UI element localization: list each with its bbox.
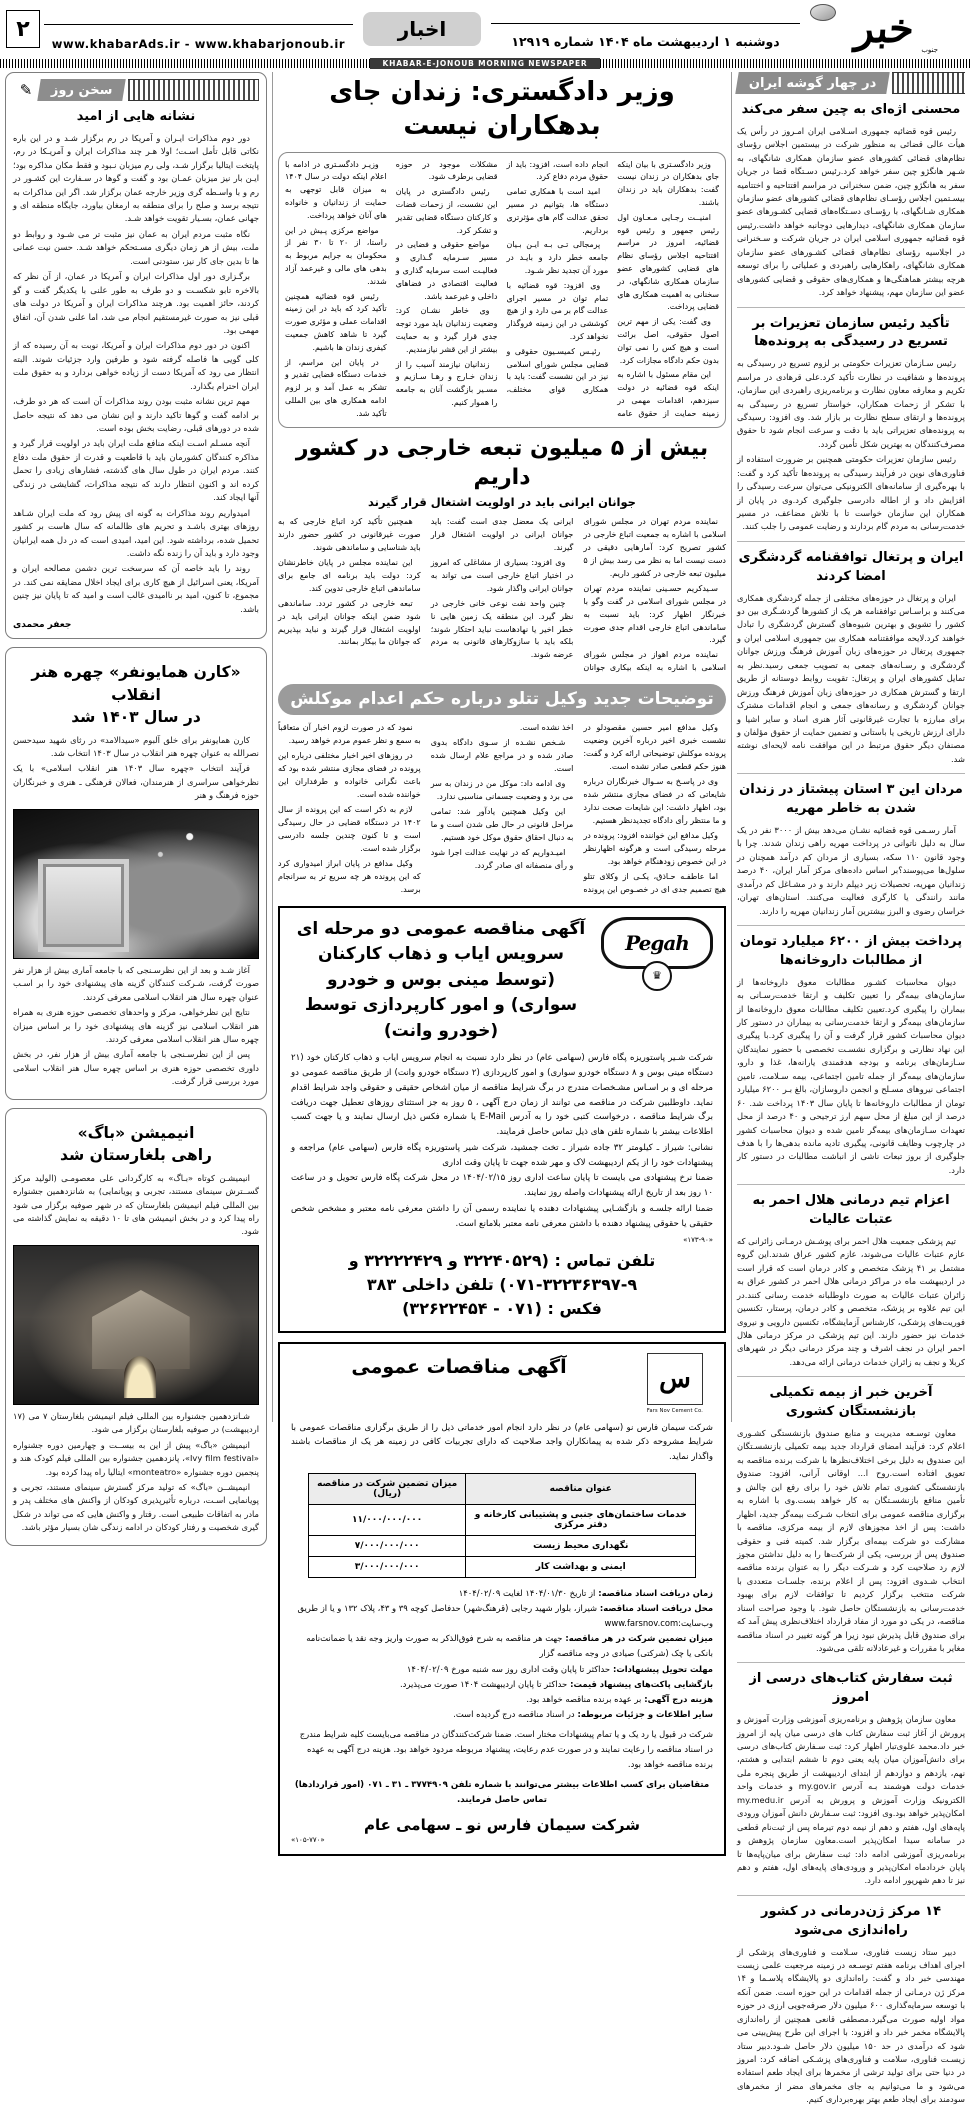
lead1-paragraph: در پایان این مراسم، از خدمات دستگاه قضایی تقدیر و تشکر به عمل آمد و بر لزوم ادامه همکاری های بین المللی تأکید شد. <box>285 357 387 418</box>
detail-label: بازگشایی پاکت‌های پیشنهاد قیمت: <box>567 1678 713 1689</box>
lead1-paragraph: وزیر دادگسـتری با بیان اینکه جای بدهکاران در زندان نیست گفت: بدهکاران باید در زندان باشند. <box>617 159 719 207</box>
art-article-photo <box>13 809 259 959</box>
animation-article-box <box>5 1108 267 1546</box>
art-article-body <box>13 734 259 803</box>
left-article-title: پرداخت بیش از ۶۲۰۰ میلیارد تومان از مطالبات داروخانه‌ها <box>739 934 963 968</box>
advert-pegah-paragraph: ضمنا ارائه جلسـه و بازگشـایی پیشنهادات دهنده یا نماینده رسمی آن را داشتن معرفی نامه معتبر و مشخص شخص حقیقی یا حقوقی پیشنهاد دهنده با داشتن معرفی نامه معتبر بلامانع است. <box>291 1204 713 1229</box>
left-article-paragraph: دیوان محاسبات کشـور مطالبات معوق داروخانه‌ها از سازمان‌های بیمه‌گر را تعیین تکلیف و ارتقا خدمت‌رسـانی به بیماران را پیگیری کرد.تعیین تکلیف مطالبات معوق داروخانه‌ها از سازمان‌های بیمه‌گر و ارتقا خدمت‌رسانی به بیماران در دستور کار دیوان محاسبات کشور قرار گرفت و آن را پیگیری کرد.با پیگیری این نهاد نظارتی و برگزاری نشسـت تخصصی با حضور نمایندگان سـازمان‌های برنامه و بودجه هدفمندی یارانه‌ها، غذا و دارو، سازمان‌های بیمه‌گر از جمله تامین اجتماعی، بیمه سـلامت، تامین اجتماعی نیروهای مسـلح و انجمن داروسازان، بالغ بـر ۶۲۰۰ میلیارد تومان از مطالبات داروخانه‌ها تا پایان سال ۱۴۰۳ پرداخت شد. ۶۰ درصد از این مبلغ از محل سهم ارز ترجیحی و ۴۰ درصد از محل تعهدات سـازمان‌های بیمه‌گر تامین شده و دیوان محاسبات کشور در چارچوب وظایف قانونی، پیگیری تادیه مانده بدهی‌ها را با هدف جلوگیری از بروز تبعات ناشی از انباشت مطالبات در دستور کار دارد. <box>737 976 965 1175</box>
issue-date-line: دوشنبه ۱ اردیبهشت ماه ۱۴۰۴ شماره ۱۲۹۱۹ <box>491 23 800 51</box>
opinion-box <box>5 72 267 639</box>
cement-logo-mark: س <box>647 1353 703 1405</box>
advert-cement-details <box>291 1586 713 1722</box>
detail-label: هزینه درج آگهی: <box>641 1693 713 1704</box>
lead2-paragraph: چنین واحد نفت نوعی خانی خارجی در نظر گیرد. این منطقه یک زمین هایی نا خطر اخیر یا نهادهاست نباید احتکار شوند؛ بلکه باید با سازوکارهای قانونی به مردم عرضه شوند. <box>430 598 574 660</box>
left-article-body <box>737 125 965 300</box>
band-paragraph: نمود که در صورت لزوم اخبار آن متعاقباً به سمع و نظر عموم مردم خواهد رسید. <box>278 723 421 746</box>
lead-headline-2: بیش از ۵ میلیون تبعه خارجی در کشور داریم <box>295 435 709 491</box>
detail-value: حداکثر تا پایان اردیبهشت ۱۴۰۴ صورت می‌پذیرد. <box>399 1678 568 1689</box>
left-article-body <box>737 1946 965 2107</box>
advert-pegah-title-line2: (توسط مینی بوس و خودرو سواری) و امور کارپردازی توسط <box>304 969 578 1016</box>
opinion-signature: جعفر محمدی <box>13 620 72 631</box>
advert-pegah-title-line1: آگهی مناقصه عمومی دو مرحله ای سرویس ایاب و ذهاب کارکنان <box>296 918 586 965</box>
lead2-paragraph: وی افزود: بسیاری از مشاغلی که امروز در اختیار اتباع خارجی است می تواند به جوانان ایرانی واگذار شود. <box>430 557 574 593</box>
left-article-body <box>737 976 965 1178</box>
left-article-title: ایران و پرتغال توافقنامه گردشگری امضا کردند <box>738 549 964 584</box>
advert-cement-detail <box>291 1692 713 1707</box>
logo-ornament-icon <box>810 4 836 21</box>
advert-cement-detail <box>291 1707 713 1722</box>
anim-paragraph: انیمیشــن «باگ» که تولید مرکز گسترش سینمای مستند، تجربی و پویانمایی اسـت، درباره تأثیرپذیری کودکان از واکنش های مختلف پدر و مادر به اتفاقات طبیعی است. رفتار و واکنش هایی که می تواند در شکل گیری شخصیت و رفتار کودکان در ادامه زندگی شان بسیار مؤثر باشد. <box>13 1482 259 1533</box>
left-section-header <box>737 72 965 94</box>
opinion-paragraph: دور دوم مذاکرات ایـران و آمریکا در رم برگزار شـد و در این باره نکاتی قابل تأمل اسـت؛ اولا هـر چند مذاکرات ایران و آمریـکا در رم، پایتخت ایتالیا برگزار شـد، ولی رم میزبان نـبود و فقط مکان مذاکره بود؛ ایـن بار نیز میزبان عمـان بود و گفت و گوها در سـفارت این کشـور در رم و با واسـطه گری وزیر خارجه عمان برگزار شد. اگر این مذاکرات به نتیجه برسد و صلح را برای منطقه به ارمغان بیاورد، جایگاه منطقه ای و جهانی عمان، بسـیار تقویت خواهد شـد. <box>13 132 259 224</box>
anim-title-line2: راهی بلغارستان شد <box>60 1146 212 1165</box>
advert-cement-contact[interactable]: متقاضیان برای کسب اطلاعات بیشتر می‌توانند با شماره تلفن ۳۷۷۴۹۰۹ ـ ۳۱ ـ ۰۷۱ (امور قراردادها) تماس حاصل فرمایند. <box>294 1780 710 1806</box>
left-article-paragraph: رئیس قوه قضائیه جمهوری اسـلامی ایران امـروز در رأس یک هیأت عالی قضائی به منظور شرکت در بیستمین اجلاس رؤسای نظام‌های قضائی کشورهای عضو سازمان همکاری شانگهای، به شـهر هانگژو چین سفر خواهد کرد.رئیس دسـتگاه قضا در جریان سفر به هانگژو چین، ضمن سخنرانی در مراسم افتتاحیه و اختتامیه بیسـتمین اجلاس رؤسـای نظام‌های قضائی کشورهای عضو سازمان همکاری شـانگهای، با رؤسـای دسـتگاه‌های قضایی کشـورهای عضو سازمان همکاری شانگهای، دیدارهایی دوجانبه خواهد داشت.رئیس قوه قضائیه جمهوری اسلامی ایران در جریان شرکت و سـخنرانی در اجلاسیه رؤسای نظام‌های قضائی کشـورهای عضو سازمان همکاری شانگهای، راهکارهایی راهبردی و عملیاتی را برای توسعه هرچه بیشتر هماهنگی‌ها و همکاری‌های حقوقی و قضایی کشورهای عضو این سازمان مهم، پیشنهاد خواهد کرد. <box>737 125 965 298</box>
detail-label: محل دریافت اسناد مناقصه: <box>597 1603 713 1614</box>
article-divider <box>737 1895 965 1896</box>
left-article-body <box>737 1713 965 1888</box>
logo-text: خبر <box>852 5 916 52</box>
art-paragraph: فرآیند انتخاب «چهره سال ۱۴۰۳ هنر انقلاب اسلامی» با یک نظرخواهی سراسری از هنرمندان، فعالان فرهنگی ـ هنری و خبرنگاران حوزه فرهنگ و هنر <box>13 763 259 801</box>
advert-pegah-title-line3: (خودرو وانت) <box>383 1020 499 1041</box>
left-article-title: ثبت سفارش کتاب‌های درسی از امروز <box>749 1671 953 1706</box>
advert-pegah-code: «۱۷۳-۹۰» <box>683 1235 713 1244</box>
advert-cement-detail <box>291 1662 713 1677</box>
left-article-paragraph: معاون توسـعه مدیریت و منابع صندوق بازنشستگی کشـوری اعلام کرد: فرآیند امضای قرارداد جدید بیمه تکمیلی بازنشسـتگان این صندوق به دلیل برخی اختلاف‌نظرها با شرکت برنده مناقصه به تعویق افتاده است.روح ا... اوقانی آرانی، افزود: صندوق بازنشستگی کشوری تمام تلاش خود را برای رفع این چالش و تأمین منافع بازنشسـتگان به کار خواهد بست.وی با اشاره به برگزاری مناقصه عمومی برای انتخاب شـرکت بیمه‌گر جدید، اظهار داشت: پس از اخذ مجوزهای لازم از بیمه مرکزی، مناقصه با مشارکت دو شرکت بیمه‌ای برگزار شد. کمیته فنی و حقوقی صندوق پس از بررسی، یکی از شرکت‌ها را به دلیل نداشتن مجوز لازم رد صلاحیت کرد و شـرکت دیگر را به عنوان برنده مناقصه انتخاب شـدوی افزود: پس از اعلام برنده، جلسـات متعددی با شرکت منتخب برگزار کردیم تا توافقات لازم برای بهبود خدمت‌رسانی به بازنشستگان حاصل شود. با وجود صراحت اسناد مناقصه، در یکی دو مورد از مفاد قرارداد اختلاف‌نظری پیش آمد که برای صندوق قابل پذیرش نبود زیرا هر گونه تغییر در اسناد مناقصه مغایر با مقررات و غیرعادلانه تلقی می‌شود. <box>737 1428 965 1654</box>
pen-icon: ✎ <box>19 81 33 99</box>
pegah-logo-badge: ♛ <box>642 961 672 991</box>
lead1-paragraph: رئیس قوه قضائیه همچنین تأکید کرد که باید در این زمینه اقدامات عملی و مؤثری صورت گیرد تا شاهد کاهش جمعیت کیفری زندان ها باشیم. <box>285 291 387 352</box>
hatch-decoration <box>892 72 965 94</box>
lead-headline-1: وزیر دادگستری: زندان جای بدهکاران نیست <box>329 77 675 141</box>
advert-cement-closing: شرکت در قبول یا رد یک و یا تمام پیشنهادات مختار است. ضمنا شرکت‌کنندگان در مناقصه می‌بایست کلیه شرایط مندرج در اسناد مناقصه را رعایت نمایند و در صورت عدم رعایت، پیشنهاد مربوطه مردود خواهد بود. هزینه درج آگهی به عهده برنده مناقصه خواهد بود. <box>299 1729 713 1770</box>
band-paragraph: شـخص نشـده از سـوی دادگاه بدوی صادر شده و در مراجع علام ارسال شده است. <box>430 738 574 774</box>
left-article-list <box>737 101 965 2107</box>
advert-cement-detail <box>291 1601 713 1631</box>
advert-cement-footer: شرکت سیمان فارس نو ـ سهامی عام <box>364 1815 640 1834</box>
detail-label: زمان دریافت اسناد مناقصه: <box>595 1587 713 1598</box>
lead1-paragraph: وی خاطر نشـان کرد: وضعیت زندانیان باید مورد توجه جدی قرار گیرد و به حمایت بیشتر از این قشر نیازمندیم. <box>395 306 498 354</box>
left-article-paragraph: آمار رسـمی قوه قضائیه نشـان می‌دهد بیش از ۳۰۰۰ نفر در یک سال به دلیل ناتوانی در پرداخت مهریه راهی زندان شدند. چرا با وجود قانون ۱۱۰ سکه، بسیاری از مردان کم درآمد همچنان در سلول‌ها می‌پوسند؟بر اساس داده‌های مرکز آمار ایران، ۴۰ درصد زندانیان مهریه، تحصیلات زیر دیپلم دارند و در مشـاغل کم درآمدی مانند رانندگی یا کارگری فعالیت می‌کنند. استان‌های تهران، خراسان رضوی و البرز بیشترین آمار زندانیان مهریه را دارند. <box>737 824 965 916</box>
art-paragraph: کارن همایونفر برای خلق آلبوم «سیدالامد» در رثای شهید سیدحسن نصرالله به عنوان چهره هنر انقلاب در سال ۱۴۰۳ انتخاب شد. <box>13 734 259 758</box>
advert-cement-code: «۱۰۵-۷۷۰» <box>291 1835 325 1844</box>
ticker-strip <box>0 58 970 69</box>
band-paragraph: وکیل مدافع امیر حسین مقصودلو در نشست خبری اخیر درباره آخرین وضعیت پرونده موکلش توضیحاتی ارائه کرد و گفت: هنوز حکم قطعی صادر نشده است. <box>583 723 726 772</box>
pegah-logo-icon <box>601 917 713 995</box>
page-body <box>0 72 970 2105</box>
tender-guarantee-cell: ۷/۰۰۰/۰۰۰/۰۰۰ <box>308 1535 465 1556</box>
left-article-paragraph: رئیس سـازمان تعزیرات حکومتی بر لزوم تسریع در رسیدگی به پرونده‌ها و شفافیت در نظارت تأکید کرد.علی قرهادی در مراسم تکریم و معارفه معاون نظارت و برنامه‌ریزی راهبردی این سازمان، با تشکر از زحمات همکاران، خواستار تسریع در رسیدگی به پرونده‌ها و ارتقای سطح نظارت بر بازار شد. وی افزود: رسیدگی به پرونده‌های تعزیراتی باید با دقت و سرعت انجام شود تا حقوق مصرف‌کنندگان به بهترین شکل تأمین گردد. <box>737 358 965 449</box>
art-paragraph: پس از این نظرسـنجی با جامعه آماری بیش از هزار نفر، در بخش داوری تخصصی حوزه هنری بر اساس چهره سال هنر انقلاب اسلامی مورد بررسی قرار گرفت. <box>13 1049 259 1087</box>
advert-cement-detail <box>291 1631 713 1661</box>
art-title-line1: «کارن همایونفر» چهره هنر انقلاب <box>31 663 241 704</box>
lead1-paragraph: زندانیان نیازمند آسیب را از زندان خـارج و رهـا سـازیم و مسـیر بازگشت آنان به جامعه را هموار کنیم. <box>395 359 498 407</box>
left-article-title: محسنی اژه‌ای به چین سفر می‌کند <box>741 102 961 117</box>
advert-cement-header <box>291 1353 713 1414</box>
lead2-paragraph: تبعه خارجی در کشور تردد. ساماندهی شود ضمن اینکه جوانان ایرانی باید در اولویت اشتغال قرار گیرند و نباید بپذیریم که جوانان ما بیکار بمانند. <box>278 598 421 647</box>
article-divider <box>737 773 965 774</box>
advert-cement[interactable] <box>278 1342 726 1856</box>
lead2-paragraph: همچنین تأکید کرد اتباع خارجی که به صورت غیرقانونی در کشور حضور دارند باید شناسایی و ساماندهی شوند. <box>278 516 421 552</box>
col-header-title: عنوان مناقصه <box>466 1473 696 1504</box>
cement-logo-icon <box>637 1353 713 1414</box>
col-header-guarantee: میزان تضمین شرکت در مناقصه (ریال) <box>308 1473 465 1504</box>
advert-pegah-phone[interactable]: تلفن تماس : (۳۲۲۴۰۵۲۹ و ۳۲۲۲۲۴۲۹ و ۹-۳۲۲۳۶۳۹۷-۰۷۱) تلفن داخلی ۳۸۳ <box>348 1250 656 1294</box>
table-row <box>308 1535 695 1556</box>
opinion-paragraph: آنچه مسـلم اسـت اینکه منافع ملت ایران باید در اولویت قرار گیرد و مذاکره کنندگان کشورمان باید با قاطعیت و قدرت از حقوق ملت دفاع کنند. مردم ایران در طول سال های گذشته، فشارهای زیادی را تحمل کرده اند و اکنون انتظار دارند که نتیجه مذاکرات، گشایشی در زندگی آنها ایجاد کند. <box>13 438 259 503</box>
anim-paragraph: انیمیشن «باگ» پیش از این به بیســت و چهارمین دوره جشنواره «Ivy film festival»، پانزدهمین جشنواره بین المللی فیلم کودک هند و پنجمین دوره جشنواره «monteatro» ایتالیا راه پیدا کرده بود. <box>13 1439 259 1477</box>
article-divider <box>737 307 965 308</box>
left-article-paragraph: ایران و پرتغال در حوزه‌های مختلفی از جمله گردشگری همکاری می‌کنند و براسـاس توافقنامه هر یک از کشورها گردشـگری بین دو کشور را تشویق و بهترین شیوه‌های گسترش گردشگری را تبادل خواهند کرد.لایحه موافقتنامه همکاری بین جمهوری اسلامی ایران و جمهوری پرتغال در حوزه‌های زبان آموزش فرهنگ ورزش جوانان گردشگری و رسـانه‌های جمعی به تصویب جمعی رسید.نظر به تمایل کشورهای ایران و پرتغال: تقویت روابط دوستانه از طریق ارتقا و گسترش همکاری در حوزه‌های زبان آموزش فرهنگ ورزش جوانان گردشگری و رسانه‌های جمعی و انجام اقدامات مشترک برای مبارزه با تجارت غیرقانونی آثار هنری اساد و سایر اشیا و دارای ارزش تاریخی یا باستانی و تضمین حمایت از حقوق مؤلفان و مصنفان دیگر حقوق مرتبط در این موافقت نامه لایحه‌ای نوشته شد. <box>737 592 965 764</box>
left-article-title: ۱۴ مرکز ژن‌درمانی در کشور راه‌اندازی می‌شود <box>760 1903 942 1938</box>
animation-article-body-after <box>13 1410 259 1535</box>
advert-pegah-header <box>291 917 713 1045</box>
advert-cement-intro: شرکت سیمان فارس نو (سهامی عام) در نظر دارد انجام امور خدماتی ذیل را از طریق برگزاری مناقصات عمومی با شرایط مشروحه ذکر شده به پیمانکاران واجد صلاحیت که دارای تجربیات کافی در زمینه هر یک از مناقصات باشند واگذار نماید. <box>291 1422 713 1463</box>
tender-title-cell: نگهداری محیط زیست <box>466 1535 696 1556</box>
anim-paragraph: انیمیشـن کوتاه «بـاگ» به کارگردانی علی معصومـی (الولید مرکز گســترش سینمای مستند، تجربی و پویانمایی) به شانزدهمین جشنواره بین المللی فیلم انیمیشن بلغارستان که در شهر صوفیه برگزار می شود راه پیدا کرد و در بخش انیمیشن های تا ۱۰ دقیقه به نمایش گذاشته می شود. <box>13 1172 259 1237</box>
left-article-title: آخرین خبر از بیمه تکمیلی بازنشستگان کشوری <box>769 1385 933 1420</box>
logo-subtext: جنوب <box>921 46 938 54</box>
art-article-title <box>13 661 259 728</box>
masthead <box>0 0 970 58</box>
lead1-paragraph: پرمجالی تـی بـه ایـن بـیان جامعه خطر دارد و بایـد در مورد آن تجدید نظر شـود. <box>506 240 609 275</box>
left-article-title: تأکید رئیس سازمان تعزیرات بر تسریع در رسیدگی به پرونده‌ها <box>752 315 950 350</box>
pegah-logo-text: Pegah <box>601 917 713 969</box>
lead2-text <box>278 516 726 675</box>
art-paragraph: آغاز شـد و بعد از این نظرسـنجی که با جامعه آماری بیش از هزار نفر صورت گرفت، شـرکت کنندگان گزینه های پیشنهادی خود را بر اسـب عنوان چهره سال هنر انقلاب اسلامی معرفی کردند. <box>13 964 259 1002</box>
ticker-label: KHABAR-E-JONOUB MORNING NEWSPAPER <box>370 58 600 69</box>
advert-cement-detail <box>291 1677 713 1692</box>
opinion-paragraph: برگـزاری دور اول مذاکرات ایران و آمریکا در عمان، از آن نظر که بالاخره تابو شکسـت و دو طرف به طور علنی با یکدیگر گفت و گو کردند، حائز اهمیت بود. هرچند مذاکرات ایران و آمریکا در دولت های قبلی نیز به صورت غیرمستقیم انجام می شد، اما علنی شدن آن، اتفاق مهمی بود. <box>13 271 259 335</box>
lead1-paragraph: این مقام مسئول با اشاره به اینکه قوه قضائیه در دولت سیزدهم، اقدامات مهمی در زمینه حمایت از حقوق عامه انجام داده است، افزود: باید از حقوق مردم دفاع کرد. <box>506 159 719 418</box>
band-paragraph: وی در پاسـخ به سـوال خبرنگاران درباره شایعاتی که در فضای مجازی منتشر شده بود، اظهار داشت: این شایعات صحت ندارد و ما منتظر رأی دادگاه تجدیدنظر هستیم. <box>583 777 726 826</box>
left-article-body <box>737 1235 965 1369</box>
band-text <box>278 722 726 896</box>
left-article-paragraph: معاون سازمان پژوهش و برنامه‌ریزی آموزشی وزارت آموزش و پرورش از آغاز ثبت سفارش کتاب های درسی میان پایه از امروز خبر داد.محمد علوی‌تبار اظهار کرد: ثبت سـفارش کتاب‌های درسی برای دانش‌آموزان میان پایه یعنی دوم تا ششم ابتدایی و هشتم، نهم، یازدهم و دوازدهم از ابتدای اردیبهشت از طریق پنجره ملی خدمات دولت هوشمند بـه آدرس my.gov.ir و خدمات واحد الکترونیک وزارت آموزش و پرورش به آدرس my.medu.ir امکان‌پذیر خواهد بود.وی افزود: ثبت سـفارش دانش آموزان ورودی پایه‌های اول، هفتم و دهم از نیمه دوم تیرماه پس از ثبت‌نام قطعی در سامانه سیدا امکان‌پذیر است.معاون سازمان پژوهش و برنامه‌ریزی آموزشی ادامه داد: ثبت سفارش برای میان‌پایه‌ها تا پایان خردادماه امکان‌پذیر و ورودی‌های پایه‌های اول، هفتم و دهم نیز تا دهم شهریور ادامه دارد. <box>737 1714 965 1886</box>
art-title-line2: در سال ۱۴۰۳ شد <box>71 708 201 727</box>
table-header-row <box>308 1473 695 1504</box>
advert-pegah-fax: فکس : (۰۷۱ - ۳۲۶۲۲۴۵۴) <box>402 1298 602 1318</box>
band-paragraph: امیـدواریم که در نهایت عدالت اجرا شود و رأی منصفانه ای صادر گردد. <box>430 847 574 870</box>
lead2-paragraph: نماینده مردم تهران در مجلس شورای اسلامی با اشاره به جمعیت اتباع خارجی در کشور تصریح کرد: آمارهایی دقیقی در دست نیست اما به نظر می رسد بیش از ۵ میلیون تبعه خارجی در کشور داریم. <box>583 516 726 578</box>
detail-value: حداکثر تا پایان وقت اداری روز سه شنبه مورخ ۱۴۰۴/۰۲/۰۹ <box>406 1663 611 1674</box>
opinion-title: نشانه هایی از امید <box>76 109 196 124</box>
left-article-title: اعزام تیم درمانی هلال احمر به عتبات عالیات <box>752 1193 950 1228</box>
lead1-paragraph: رئیس دادگستری در پایان این نشست، از زحمات قضات و کارکنان دستگاه قضایی تقدیر و تشکر کرد. <box>395 187 498 235</box>
detail-value: شیراز، بلوار شهید رجایی (قرهنگ‌شهر) حدفاصل کوچه ۳۹ و ۴۳، پلاک ۱۳۲ و یا از طریق وب‌سایت:www.farsnov.com <box>297 1603 713 1629</box>
newspaper-logo <box>804 2 964 56</box>
band-paragraph: این وکیل همچنین یادآور شد: تمامی مراحل قانونی در حال طی شدن است و ما به دنبال احقاق حقوق موکل خود هستیم. <box>430 807 574 842</box>
band-paragraph: اما عاطفـه حـاذق، یکـی از وکلای تتلو هیچ تصمیم جدی ای در خصـوص این پرونده اخذ نشده است. <box>519 723 726 894</box>
detail-label: میزان تضمین شرکت در هر مناقصه: <box>562 1633 713 1644</box>
advert-pegah-body <box>291 1051 713 1231</box>
art-article-body-after <box>13 964 259 1089</box>
opinion-paragraph: روند را باید خاصه آن که سرسخت ترین دشمن مصالحه ایران و آمریکا، یعنی اسرائیل از هیچ کاری برای ایجاد اخلال مضایقه نمی کند. در مجموع، تا کنون، امید بر ناامیدی غالب است و امید که تا پایان نیز چنین باشد. <box>13 563 259 614</box>
advert-cement-title: آگهی مناقصات عمومی <box>351 1355 567 1378</box>
opinion-section-tag: سخن روز <box>37 79 126 101</box>
lead1-paragraph: امید است با همکاری تمامی دستگاه ها، بتوانیم در مسیر تحقق عدالت گام های مؤثرتری برداریم. <box>506 187 609 235</box>
band-paragraph: وکیل مدافع در پایان ابراز امیدواری کرد که این پرونده هر چه سریع تر به سرانجام برسد. <box>278 858 421 894</box>
left-article-title: مردان این ۳ استان پیشتاز در زندان شدن به خاطر مهریه <box>739 782 963 817</box>
detail-label: سایر اطلاعات و جزئیات مربوطه: <box>574 1708 713 1719</box>
cement-logo-caption: Fars Nov Cement Co. <box>646 1407 704 1414</box>
art-article-box <box>5 647 267 1100</box>
animation-article-photo <box>13 1245 259 1405</box>
left-article-body <box>737 357 965 534</box>
art-paragraph: نتایج این نظرخواهی، مرکز و واحدهای تخصصی حوزه هنری به همراه هنر انقلاب اسلامی نیز گزینه های پیشنهادی خود را بر اساس میزان چهره سال هنر انقلاب اسلامی معرفی کردند. <box>13 1007 259 1044</box>
article-divider <box>737 925 965 926</box>
advert-pegah-paragraph: شرکت شـیر پاستوریزه پگاه فارس (سهامی عام) در نظر دارد نسبت به انجام سرویس ایاب و ذهاب کارکنان خود (۲۱ دستگاه مینی بوس و ۸ دستگاه خودرو سواری) و امور کارپردازی (۲ دستگاه خودرو وانت) از طریق مناقصه عمومی دو مرحله ای و بر اسـاس مشـخصات مندرج در برگ شرایط مناقصه از میان اشخاص حقیقی و حقوقی واجد شرایط اقدام نماید. داوطلبین شرکت در مناقصه می توانند از زمان درج آگهی ، ۵ روز به جز استثنای روزهای تعطیل جهت دریافت برگ شرایط مناقصه ، درخواست کتبی خود را به آدرس E-Mail یا شماره فکس ذیل ارسال نمایند و یا جهت کسب اطلاعات بیشتر با شماره تلفن های ذیل تماس حاصل فرمایند. <box>291 1053 713 1138</box>
page-number: ۲ <box>6 10 40 48</box>
table-row <box>308 1556 695 1577</box>
right-column <box>5 72 267 1533</box>
band-paragraph: وی ادامه داد: موکل من در زندان به سر می برد و وضعیت جسمانی مناسبی ندارد. <box>430 779 574 802</box>
left-column <box>737 72 965 2105</box>
column-divider-right <box>272 72 273 1422</box>
advert-pegah-paragraph: نشانی: شیراز ـ کیلومتر ۳۲ جاده شیراز ـ تخت جمشید، شرکت شیر پاستوریزه پگاه فارس (سهامی عام) مراجعه و پیشنهادات خود را از یکم اردیبهشت لاک و مهر شده جهت تا پایان وقت اداری <box>291 1142 713 1168</box>
anim-paragraph: شـانزدهمین جشنواره بین المللی فیلم انیمیشن بلغارستان ۷ می (۱۷ اردیبهشت) در صوفیه بلغارستان برگزار می شود. <box>13 1410 259 1435</box>
left-article-body <box>737 824 965 918</box>
left-section-tag: در چهار گوشه ایران <box>735 72 890 94</box>
opinion-body <box>13 132 259 616</box>
lead1-paragraph: مواضع مرکزی پـیش در این راستا، از ۲۰ تا ۳۰ نفر از محکومان به جرایم مربوط به بدهی های مالی و غیرعمد آزاد شدند. <box>285 225 387 286</box>
article-divider <box>737 1376 965 1377</box>
advert-pegah-contact <box>291 1249 713 1321</box>
detail-value: از تاریخ ۱۴۰۴/۰۱/۳۰ لغایت ۱۴۰۴/۰۲/۰۹ <box>458 1587 596 1598</box>
article-divider <box>737 1662 965 1663</box>
anim-title-line1: انیمیشن «باگ» <box>77 1123 195 1142</box>
tender-title-cell: خدمات ساختمان‌های جنبی و پشتیبانی کارخانه و دفتر مرکزی <box>466 1504 696 1535</box>
left-article-paragraph: رئیس سازمان تعزیرات حکومتی همچنین بر ضرورت استفاده از فناوری‌های نوین در فرآیند رسیدگی به پرونده‌ها تأکید کرد و گفت: با بهره‌گیری از سامانه‌های الکترونیکی می‌توان سرعت رسیدگی را افزایش داد و از اطاله دادرسی جلوگیری کرد.وی در پایان از همکاران این سازمان خواست تا با تلاش مضاعف، در مسیر خدمت‌رسانی به مردم گام بردارند و رضایت عمومی را جلب کنند. <box>737 454 965 532</box>
lead1-paragraph: رئیـس کمیسـیون حقوقی و قضایی مجلس شورای اسلامی نیز در این نشست گفت: باید با همکاری قوای مختلف، مشکلات موجود در حوزه قضایی برطرف شود. <box>395 159 609 395</box>
tender-guarantee-cell: ۳/۰۰۰/۰۰۰/۰۰۰ <box>308 1556 465 1577</box>
left-article-paragraph: دبیر ستاد زیست فناوری، سـلامت و فناوری‌های پزشکی از اجرای اهداف برنامه هفتم توسـعه در زمینه مرجعیت علمی زیست مهندسی خبر داد و گفت: راه‌اندازی دو پالایشگاه پلاسـما و ۱۴ مرکز ژن درمـانی از جمله اقدامات در این حوزه است. ضمن آنکه با توسعه سرمایه‌گذاری ۶۰۰ میلیون دلار صرفه‌جویی ارزی در حوزه مواد اولیه صورت می‌گیرد.مصطفی قانعی همچنین از راه‌اندازی پالایشگاه مخمر خبر داد و افزود: با اجرای این طرح پیش‌بینی می شود که درآمدی در حد ۱۵۰ میلیون دلار حاصل شـود.دبیر ستاد زیسـت فناوری، سلامت و فناوری‌های پزشـکی اضافه کرد: امروز در دنیا حتی برای تولید ترشی از مخمرها برای ایجاد طعم استفاده می‌شود و ما می‌توانیم به جای مخمرهای مضر از مخمرهای سودمند برای ایجاد طعم بهتر بهره‌برداری کنیم. <box>737 1946 965 2105</box>
opinion-paragraph: امیدواریم روند مذاکرات به گونه ای پیش رود که ملت ایران شـاهد روزهای بهتری باشـد و تحریم های ظالمانه که سال هاست بر کشور تحمیل شده، برداشته شود. این امید، امیدی است که در دل همه ایرانیان وجود دارد و باید آن را زنده نگه داشت. <box>13 507 259 558</box>
website-urls[interactable]: www.khabarAds.ir - www.khabarjonoub.ir <box>44 24 353 51</box>
lead1-paragraph: وی گفت: یکی از مهم ترین اصول حقوقی، اصل برائت است و هیچ کس را نمی توان بدون حکم دادگاه مجازات کرد. <box>617 317 719 365</box>
lead2-paragraph: نماینده مردم اهواز در مجلس شورای اسلامی با اشاره به اینکه بیکاری جوانان ایرانی یک معضل جدی است گفت: باید جوانان ایرانی در اولویت اشتغال قرار گیرند. <box>430 516 726 673</box>
detail-label: مهلت تحویل پیشنهادات: <box>610 1663 713 1674</box>
article-divider <box>737 1184 965 1185</box>
table-body <box>308 1504 695 1577</box>
tender-title-cell: ایمنی و بهداشت کار <box>466 1556 696 1577</box>
center-column <box>278 72 726 1844</box>
advert-cement-detail <box>291 1586 713 1601</box>
opinion-paragraph: اکنون در دور دوم مذاکرات ایران و آمریکا، نوبت به آن رسیده که از کلی گویی ها فاصله گرفته شود و طرفین وارد جزئیات شوند. البته انتظار می رود که آمریکا دست از زیاده خواهی بردارد و به حقوق ملت ایران احترام بگذارد. <box>13 340 259 391</box>
lead-subheadline-2: جوانان ایرانی باید در اولویت اشتغال قرار گیرند <box>368 494 636 509</box>
advert-pegah-title <box>291 917 591 1045</box>
column-divider-left <box>731 72 732 1422</box>
detail-value: جهت هر مناقصه به شرح فوق‌الذکر به صورت واریز وجه نقد یا ضمانت‌نامه بانکی یا چک (شرکتی) صیادی در وجه مناقصه گزار <box>306 1633 713 1659</box>
lead1-paragraph: مواضع حقوقی و فضایی در مسیر سـرمایه گـذاری و فعالیـت است سرمایه گذاری و فعالیت اقتصادی در فضاهای داخلی و غیرعمد باشد. <box>395 240 498 301</box>
band-headline: توضیحات جدید وکیل تتلو درباره حکم اعدام موکلش <box>278 684 726 715</box>
detail-value: بر عهده برنده مناقصه خواهد بود. <box>526 1693 642 1704</box>
lead2-paragraph: این نماینده مجلس در پایان خاطرنشان کرد: دولت باید برنامه ای جامع برای ساماندهی اتباع خارجی تدوین کند. <box>278 557 421 593</box>
lead1-paragraph: امنیــت رجـایی مـعـاون اول رئیس جمهور و رئیس قوه قضائیه، امروز در مراسم افتتاحیه اجلاس رؤسای نظام های قضایی کشورهای عضو سازمان همکاری شانگهای، در سخنانی به اهمیت همکاری های قضایی پرداخت. <box>617 212 719 312</box>
hatch-decoration-right <box>128 79 259 101</box>
detail-value: در اسناد مناقصه درج گردیده است. <box>453 1708 575 1719</box>
advert-pegah[interactable] <box>278 906 726 1333</box>
opinion-paragraph: مهم ترین نشانه مثبت بودن روند مذاکرات آن است که هر دو طرف، بر ادامه گفت و گوها تاکید دارند و این نشان می دهد که نتیجه حاصل شده در دورهای قبلی، رضایت بخش بوده است. <box>13 396 259 434</box>
article-divider <box>737 541 965 542</box>
band-paragraph: لازم به ذکر است که این پرونده از سال ۱۴۰۲ در دستگاه قضایی در حال رسیدگی است و تا کنون چندین جلسه دادرسی برگزار شده است. <box>278 805 421 853</box>
lead1-body-box <box>278 152 726 428</box>
animation-article-title <box>13 1122 259 1167</box>
tender-guarantee-cell: ۱۱/۰۰۰/۰۰۰/۰۰۰ <box>308 1504 465 1535</box>
opinion-section-header <box>13 79 259 101</box>
animation-article-body <box>13 1172 259 1239</box>
advert-pegah-paragraph: ضمنا نرخ پیشنهادی می بایست تا پایان ساعت اداری روز ۱۴۰۴/۰۲/۱۵ در محل شرکت پگاه فارس تحویل و در ساعت ۱۰ روز بعد از تاریخ ارائه پیشنهادات واصله روز نمایند. <box>291 1173 713 1199</box>
lead1-paragraph: وی افزود: قوه قضائیه با تمام توان در مسیر اجرای عدالت گام بر می دارد و از هیچ کوششی در این زمینه فروگذار نخواهد کرد. <box>506 280 609 341</box>
left-article-body <box>737 1427 965 1655</box>
left-article-body <box>737 592 965 767</box>
band-paragraph: وکیل مدافع این خواننده افزود: پرونده در مرحله رسیدگی است و هرگونه اظهارنظر در این خصوص زودهنگام خواهد بود. <box>583 830 726 866</box>
left-article-paragraph: تیم پزشکی جمعیت هلال احمر برای پوشـش درمـانی زائرانی که عازم عتبات عالیات می‌شوند، عازم کشور عراق شدند.این گروه مشتمل بر ۴۱ پزشک متخصص و کادر درمان است که قرار است در اردیبهشت ماه در مراکز درمانی هلال احمر در کشور عراق به زائران عتبات عالیات به صورت داوطلبانه خدمت رسانی کنند.در این تیم علاوه بر پزشک، متخصص و کادر درمان، پرستار، تکنسین فوریت‌های پزشکی، کارشناس آزمایشگاه، تکنسین دارویی و نیروی خدمات نیز حضور دارند. این تیم پزشکی در مرکز درمانی هلال احمر ایران در نجف اشرف و چند مرکز درمانی دیگر در شهرهای کربلا و نجف به زائران خدمات درمانی ارائه می‌دهد. <box>737 1235 965 1367</box>
opinion-paragraph: نگاه مثبت مردم ایران به عمان نیز مثبت تر می شـود و روابط دو ملت، بیش از هر زمان دیگری مسـتحکم خواهد شـد. حسن نیت عمانی ها تا بدین جای کار نیز، ستودنی است. <box>13 228 259 266</box>
lead1-paragraph: وزیـر دادگسـتری در ادامه با اعلام اینکه دولت در سال ۱۴۰۴ به میزان قابل توجهی به حمایت از زندانیان و خانواده های آنان خواهد پرداخت. <box>285 159 387 220</box>
band-paragraph: در روزهای اخیر اخبار مختلفی درباره این پرونده در فضای مجازی منتشر شده بود که باعث نگرانی خانواده و طرفداران این خواننده شده است. <box>278 751 421 800</box>
table-row <box>308 1504 695 1535</box>
tender-table <box>308 1473 696 1578</box>
lead2-paragraph: سـیدکریم حسـینی نماینده مردم تهران در مجلس شورای اسلامی در گفت وگو با خبرنگار اظهار کرد: باید نسبت به ساماندهی اتباع خارجی اقدام جدی صورت گیرد. <box>583 583 726 645</box>
section-title: اخبار <box>363 12 481 46</box>
lead1-text <box>285 159 719 421</box>
